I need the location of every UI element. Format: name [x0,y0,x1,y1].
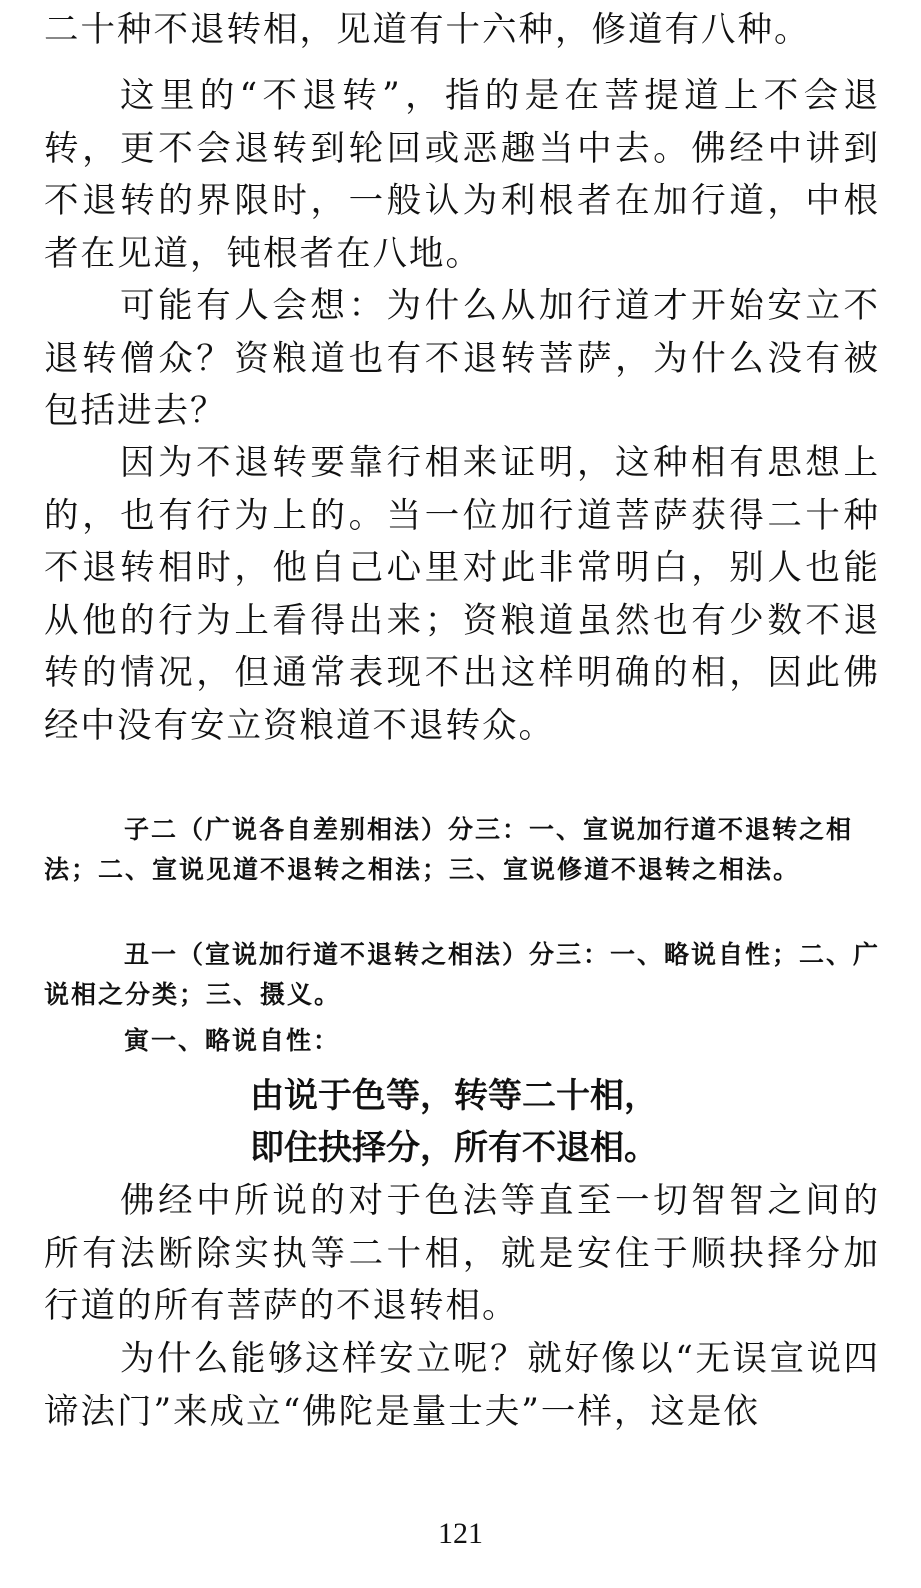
verse-line-2: 即住抉择分，所有不退相。 [250,1128,658,1168]
paragraph-continuation: 二十种不退转相，见道有十六种，修道有八种。 [44,10,811,50]
paragraph-answer: 因为不退转要靠行相来证明，这种相有思想上的，也有行为上的。当一位加行道菩萨获得二十种不退转相时，他自己心里对此非常明白，别人也能从他的行为上看得出来；资粮道虽然也有少数不退转的情况，但通常表现不出这样明确的相，因此佛经中没有安立资粮道不退转众。 [44,443,880,746]
paragraph-question: 可能有人会想：为什么从加行道才开始安立不退转僧众？资粮道也有不退转菩萨，为什么没有被包括进去？ [44,286,880,431]
section-heading-zi-er: 子二（广说各自差别相法）分三：一、宣说加行道不退转之相法；二、宣说见道不退转之相法；三、宣说修道不退转之相法。 [44,815,854,884]
paragraph-commentary-2: 为什么能够这样安立呢？就好像以“无误宣说四谛法门”来成立“佛陀是量士夫”一样，这是依 [44,1339,880,1432]
section-heading-chou-yi: 丑一（宣说加行道不退转之相法）分三：一、略说自性；二、广说相之分类；三、摄义。 [44,940,881,1009]
page-number: 121 [438,1517,483,1550]
paragraph-non-regression-meaning: 这里的“不退转”，指的是在菩提道上不会退转，更不会退转到轮回或恶趣当中去。佛经中讲到不退转的界限时，一般认为利根者在加行道，中根者在见道，钝根者在八地。 [44,76,880,274]
paragraph-commentary-1: 佛经中所说的对于色法等直至一切智智之间的所有法断除实执等二十相，就是安住于顺抉择分加行道的所有菩萨的不退转相。 [44,1181,880,1326]
verse-line-1: 由说于色等，转等二十相， [250,1076,658,1116]
section-heading-yin-yi: 寅一、略说自性： [124,1026,341,1055]
